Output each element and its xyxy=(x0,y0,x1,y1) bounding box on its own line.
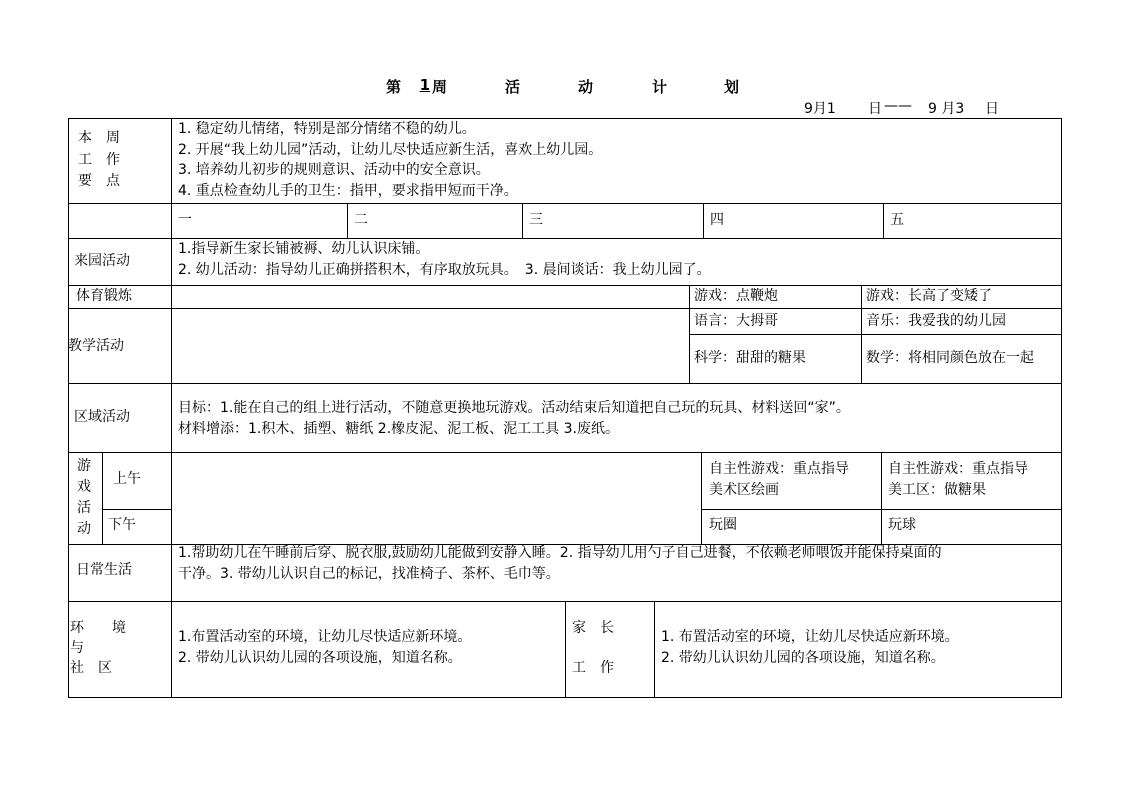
plan-title xyxy=(0,76,1122,98)
focus-label-line-1: 本 周 xyxy=(78,130,120,146)
start-day-label: 日 xyxy=(868,101,882,117)
week-prefix: 第 xyxy=(386,78,402,96)
area-label: 区域活动 xyxy=(74,409,130,425)
focus-item: 4. 重点检查幼儿手的卫生：指甲，要求指甲短而干净。 xyxy=(178,183,518,199)
weekday-tue: 二 xyxy=(354,212,368,228)
week-number: 1 xyxy=(419,76,430,94)
games-label-char: 游 xyxy=(77,458,91,474)
games-morning-fri-2: 美工区：做糖果 xyxy=(888,482,986,498)
games-afternoon-thu: 玩圈 xyxy=(709,517,737,533)
games-morning-thu-2: 美术区绘画 xyxy=(709,482,779,498)
games-label-char: 活 xyxy=(77,500,91,516)
weekday-thu: 四 xyxy=(710,212,724,228)
games-afternoon-fri: 玩球 xyxy=(888,517,916,533)
env-item: 2. 带幼儿认识幼儿园的各项设施，知道名称。 xyxy=(178,650,462,666)
end-day-label: 日 xyxy=(985,101,999,117)
focus-item: 1. 稳定幼儿情绪，特别是部分情绪不稳的幼儿。 xyxy=(178,121,476,137)
daily-line-2: 干净。3. 带幼儿认识自己的标记，找准椅子、茶杯、毛巾等。 xyxy=(178,566,560,582)
weekly-plan-table xyxy=(68,118,1062,698)
daily-label: 日常生活 xyxy=(76,562,132,578)
parents-item: 1. 布置活动室的环境，让幼儿尽快适应新环境。 xyxy=(661,629,959,645)
area-line-2: 材料增添：1.积木、插塑、糖纸 2.橡皮泥、泥工板、泥工工具 3.废纸。 xyxy=(178,421,619,437)
teaching-fri-1: 音乐：我爱我的幼儿园 xyxy=(866,313,1006,329)
env-label-line-1: 环 境 xyxy=(70,620,126,636)
title-char-4: 划 xyxy=(724,78,740,96)
date-range xyxy=(0,98,1122,118)
teaching-thu-2: 科学：甜甜的糖果 xyxy=(694,350,806,366)
env-item: 1.布置活动室的环境，让幼儿尽快适应新环境。 xyxy=(178,629,472,645)
games-morning-fri-1: 自主性游戏：重点指导 xyxy=(888,461,1028,477)
title-char-2: 动 xyxy=(578,78,594,96)
area-line-1: 目标：1.能在自己的组上进行活动，不随意更换地玩游戏。活动结束后知道把自己玩的玩具、材料送回“家”。 xyxy=(178,400,850,416)
games-afternoon-label: 下午 xyxy=(108,517,136,533)
teaching-thu-1: 语言：大拇哥 xyxy=(694,313,778,329)
games-label-char: 戏 xyxy=(77,479,91,495)
pe-label: 体育锻炼 xyxy=(76,288,132,304)
env-label-line-2: 与 xyxy=(70,640,84,656)
focus-label-line-2: 工 作 xyxy=(78,152,120,168)
focus-label-line-3: 要 点 xyxy=(78,173,120,189)
parents-label-line-2: 工 作 xyxy=(572,660,614,676)
focus-item: 3. 培养幼儿初步的规则意识、活动中的安全意识。 xyxy=(178,162,490,178)
pe-fri: 游戏：长高了变矮了 xyxy=(866,288,992,304)
weekday-fri: 五 xyxy=(890,212,904,228)
start-month: 9月1 xyxy=(804,101,836,117)
weekday-mon: 一 xyxy=(178,212,192,228)
title-char-3: 计 xyxy=(652,78,668,96)
daily-line-1: 1.帮助幼儿在午睡前后穿、脱衣服,鼓励幼儿能做到安静入睡。2. 指导幼儿用勺子自己进餐，不依赖老师喂饭并能保持桌面的 xyxy=(178,545,942,561)
games-morning-label: 上午 xyxy=(113,471,141,487)
weekday-wed: 三 xyxy=(529,212,543,228)
focus-item: 2. 开展“我上幼儿园”活动，让幼儿尽快适应新生活，喜欢上幼儿园。 xyxy=(178,142,603,158)
arrival-label: 来园活动 xyxy=(74,253,130,269)
parents-label-line-1: 家 长 xyxy=(572,620,614,636)
teaching-fri-2: 数学：将相同颜色放在一起 xyxy=(866,350,1034,366)
date-separator: —— xyxy=(884,98,912,114)
parents-item: 2. 带幼儿认识幼儿园的各项设施，知道名称。 xyxy=(661,650,945,666)
games-morning-thu-1: 自主性游戏：重点指导 xyxy=(709,461,849,477)
games-label-char: 动 xyxy=(77,521,91,537)
pe-thu: 游戏：点鞭炮 xyxy=(694,288,778,304)
end-month: 9 月3 xyxy=(928,101,965,117)
arrival-line-1: 1.指导新生家长铺被褥、幼儿认识床铺。 xyxy=(178,241,430,257)
title-char-1: 活 xyxy=(505,78,521,96)
teaching-label: 教学活动 xyxy=(68,338,124,354)
env-label-line-3: 社 区 xyxy=(70,660,112,676)
arrival-line-2: 2. 幼儿活动：指导幼儿正确拼搭积木，有序取放玩具。 3. 晨间谈话：我上幼儿园了。 xyxy=(178,262,711,278)
week-suffix: 周 xyxy=(432,78,448,96)
